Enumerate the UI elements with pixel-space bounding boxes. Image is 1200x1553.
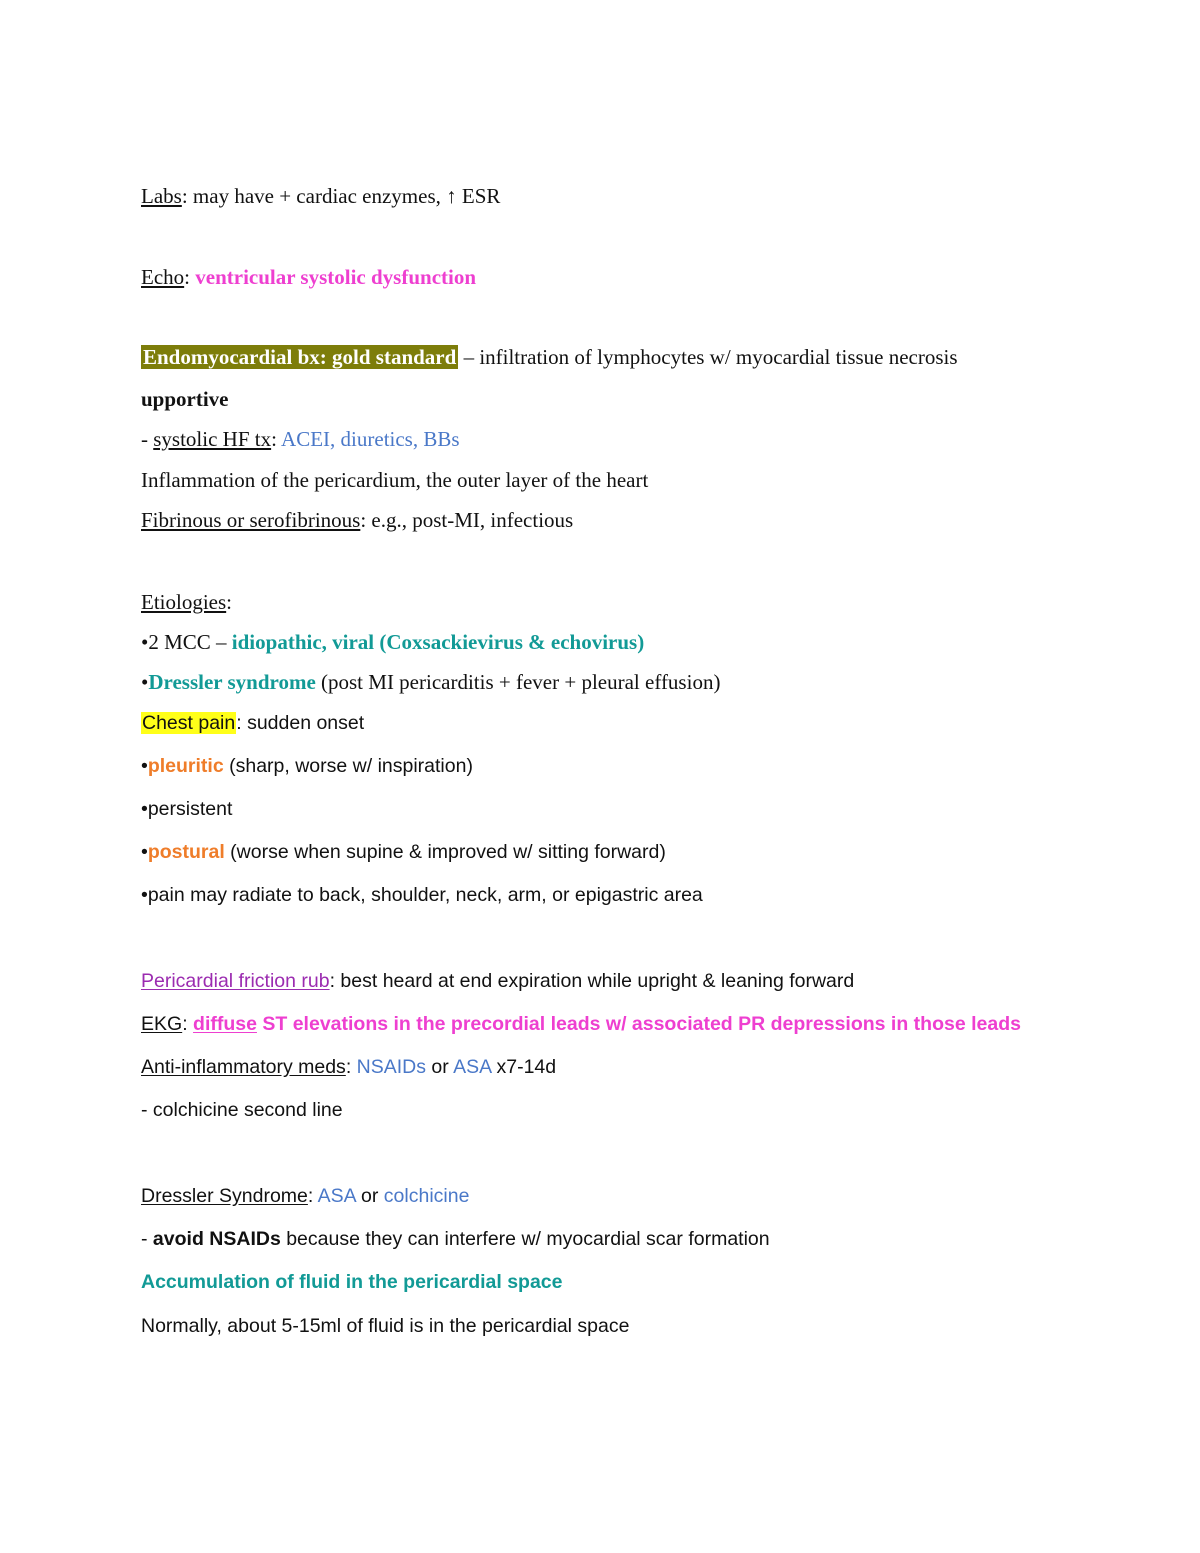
systolic-hf-label: systolic HF tx: [153, 427, 272, 451]
ekg-separator: :: [182, 1013, 194, 1035]
friction-rub-label: Pericardial friction rub: [141, 970, 330, 992]
avoid-prefix: -: [141, 1228, 153, 1250]
pleuritic-term: pleuritic: [147, 755, 224, 777]
echo-separator: :: [184, 265, 196, 289]
friction-rub-text: : best heard at end expiration while upright & leaning forward: [329, 970, 855, 992]
radiate-line: •pain may radiate to back, shoulder, neck, arm, or epigastric area: [141, 884, 703, 906]
avoid-nsaids: avoid NSAIDs: [152, 1228, 281, 1250]
etiology-dressler-line: [141, 672, 720, 693]
etiologies-label: Etiologies: [141, 590, 227, 614]
avoid-nsaids-line: [141, 1230, 770, 1250]
ekg-text: ST elevations in the precordial leads w/ associated PR depressions in those leads: [256, 1013, 1021, 1035]
nsaids-drug: NSAIDs: [356, 1056, 427, 1078]
echo-finding: ventricular systolic dysfunction: [195, 265, 477, 289]
systolic-hf-drugs: ACEI, diuretics, BBs: [281, 427, 460, 451]
pleuritic-line: [141, 757, 473, 777]
systolic-hf-prefix: -: [141, 427, 154, 451]
dressler-asa: ASA: [317, 1185, 356, 1207]
effusion-normal: Normally, about 5-15ml of fluid is in the pericardial space: [141, 1315, 630, 1337]
effusion-definition: Accumulation of fluid in the pericardial space: [141, 1271, 563, 1293]
chest-pain-line: [141, 714, 364, 734]
echo-label: Echo: [141, 265, 185, 289]
labs-text: : may have + cardiac enzymes, ↑ ESR: [181, 184, 501, 208]
anti-inflammatory-or: or: [426, 1056, 454, 1078]
postural-bullet: •: [141, 841, 148, 863]
dressler-tx-or: or: [355, 1185, 384, 1207]
avoid-text: because they can interfere w/ myocardial scar formation: [280, 1228, 770, 1250]
ekg-diffuse: diffuse: [193, 1013, 257, 1035]
supportive-line: upportive: [141, 387, 229, 411]
postural-term: postural: [147, 841, 225, 863]
biopsy-label: Endomyocardial bx: gold standard: [143, 345, 457, 369]
fibrinous-label: Fibrinous or serofibrinous: [141, 508, 361, 532]
etiology-mcc-line: [141, 632, 644, 653]
biopsy-line: [141, 347, 958, 368]
anti-inflammatory-line: [141, 1058, 556, 1078]
dressler-bullet: •: [141, 670, 149, 694]
chest-pain-label: Chest pain: [142, 712, 236, 734]
asa-drug: ASA: [453, 1056, 492, 1078]
dressler-colchicine: colchicine: [383, 1185, 470, 1207]
mcc-prefix: •2 MCC –: [141, 630, 232, 654]
anti-inflammatory-label: Anti-inflammatory meds: [141, 1056, 346, 1078]
pericarditis-definition: Inflammation of the pericardium, the outer layer of the heart: [141, 468, 649, 492]
pleuritic-bullet: •: [141, 755, 148, 777]
labs-line: [141, 186, 500, 207]
etiologies-separator: :: [226, 590, 233, 614]
ekg-line: [141, 1015, 1021, 1035]
systolic-hf-separator: :: [271, 427, 282, 451]
dressler-text: (post MI pericarditis + fever + pleural effusion): [315, 670, 721, 694]
ekg-label: EKG: [141, 1013, 183, 1035]
echo-line: [141, 267, 476, 288]
mcc-text: idiopathic, viral (Coxsackievirus & echovirus): [231, 630, 645, 654]
fibrinous-text: : e.g., post-MI, infectious: [360, 508, 574, 532]
fibrinous-line: [141, 510, 573, 531]
colchicine-second-line: - colchicine second line: [141, 1099, 343, 1121]
postural-line: [141, 843, 666, 863]
dressler-tx-separator: :: [307, 1185, 318, 1207]
etiologies-heading: [141, 592, 232, 613]
anti-inflammatory-separator: :: [345, 1056, 357, 1078]
chest-pain-text: : sudden onset: [236, 712, 365, 734]
duration-text: x7-14d: [491, 1056, 557, 1078]
labs-label: Labs: [141, 184, 182, 208]
systolic-hf-line: [141, 429, 460, 450]
dressler-name: Dressler syndrome: [148, 670, 316, 694]
dressler-tx-label: Dressler Syndrome: [141, 1185, 308, 1207]
persistent-line: •persistent: [141, 798, 233, 820]
pleuritic-text: (sharp, worse w/ inspiration): [223, 755, 473, 777]
biopsy-text: – infiltration of lymphocytes w/ myocardial tissue necrosis: [458, 345, 958, 369]
postural-text: (worse when supine & improved w/ sitting forward): [224, 841, 666, 863]
dressler-tx-line: [141, 1187, 469, 1207]
friction-rub-line: [141, 972, 854, 992]
